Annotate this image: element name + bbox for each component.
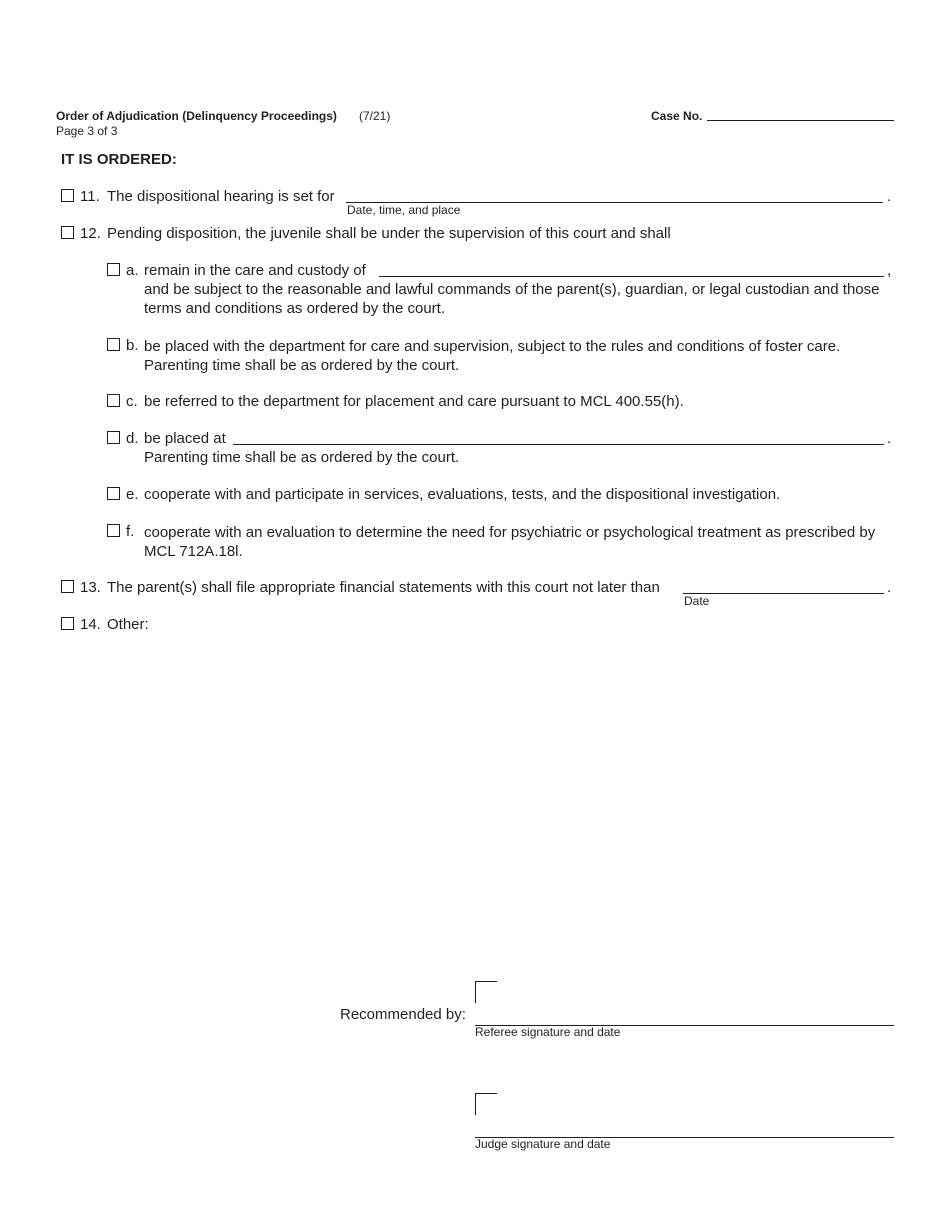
judge-signature-corner (475, 1093, 497, 1115)
item-14-checkbox[interactable] (61, 617, 74, 630)
item-14-number: 14. (80, 616, 101, 633)
item-14-text: Other: (107, 616, 149, 633)
item-12c-checkbox[interactable] (107, 394, 120, 407)
item-13-number: 13. (80, 579, 101, 596)
item-12d-text: be placed at (144, 430, 226, 447)
item-12f-checkbox[interactable] (107, 524, 120, 537)
page-number: Page 3 of 3 (56, 124, 118, 138)
referee-signature-caption: Referee signature and date (475, 1025, 621, 1039)
item-12c-text: be referred to the department for placement and care pursuant to MCL 400.55(h). (144, 393, 684, 410)
item-12d-letter: d. (126, 430, 139, 447)
item-11-text: The dispositional hearing is set for (107, 188, 335, 205)
item-12f-letter: f. (126, 523, 135, 540)
financial-statement-date-field[interactable] (683, 593, 884, 594)
item-12f-text: cooperate with an evaluation to determine the need for psychiatric or psychological treatment as prescribed by MCL 712A.18l. (144, 524, 876, 560)
placement-field[interactable] (233, 444, 884, 445)
item-12d-continuation: Parenting time shall be as ordered by the court. (144, 449, 460, 466)
item-12a-end: , (887, 262, 892, 279)
recommended-by-label: Recommended by: (340, 1006, 466, 1023)
case-number-field[interactable] (707, 120, 894, 121)
item-12b-text: be placed with the department for care and supervision, subject to the rules and conditions of foster care. Parenting time shall be as ordered by the court. (144, 338, 841, 374)
item-12e-letter: e. (126, 486, 139, 503)
financial-statement-date-caption: Date (684, 594, 710, 608)
item-13-end: . (887, 579, 892, 596)
item-13-text: The parent(s) shall file appropriate financial statements with this court not later than (107, 579, 660, 596)
item-12e-text: cooperate with and participate in services, evaluations, tests, and the dispositional investigation. (144, 486, 781, 503)
item-13-checkbox[interactable] (61, 580, 74, 593)
item-12a-text: remain in the care and custody of (144, 262, 366, 279)
item-12-checkbox[interactable] (61, 226, 74, 239)
form-revision: (7/21) (359, 109, 391, 123)
item-11-number: 11. (80, 188, 100, 205)
item-12-number: 12. (80, 225, 101, 242)
item-12b-checkbox[interactable] (107, 338, 120, 351)
item-12d-end: . (887, 430, 892, 447)
item-12a-continuation: and be subject to the reasonable and lawful commands of the parent(s), guardian, or legal custodian and those terms and conditions as ordered by the court. (144, 281, 880, 317)
item-12a-checkbox[interactable] (107, 263, 120, 276)
item-12d-checkbox[interactable] (107, 431, 120, 444)
judge-signature-caption: Judge signature and date (475, 1137, 611, 1151)
item-12a-letter: a. (126, 262, 139, 279)
custody-field[interactable] (379, 276, 884, 277)
item-12-text: Pending disposition, the juvenile shall be under the supervision of this court and shall (107, 225, 671, 242)
case-number-label: Case No. (651, 109, 703, 123)
item-11-checkbox[interactable] (61, 189, 74, 202)
item-12e-checkbox[interactable] (107, 487, 120, 500)
hearing-date-caption: Date, time, and place (347, 203, 461, 217)
item-12c-letter: c. (126, 393, 138, 410)
item-12b-letter: b. (126, 337, 139, 354)
item-11-end: . (887, 188, 892, 205)
form-title: Order of Adjudication (Delinquency Proceedings) (56, 109, 337, 123)
referee-signature-corner (475, 981, 497, 1003)
ordered-heading: IT IS ORDERED: (61, 151, 177, 168)
